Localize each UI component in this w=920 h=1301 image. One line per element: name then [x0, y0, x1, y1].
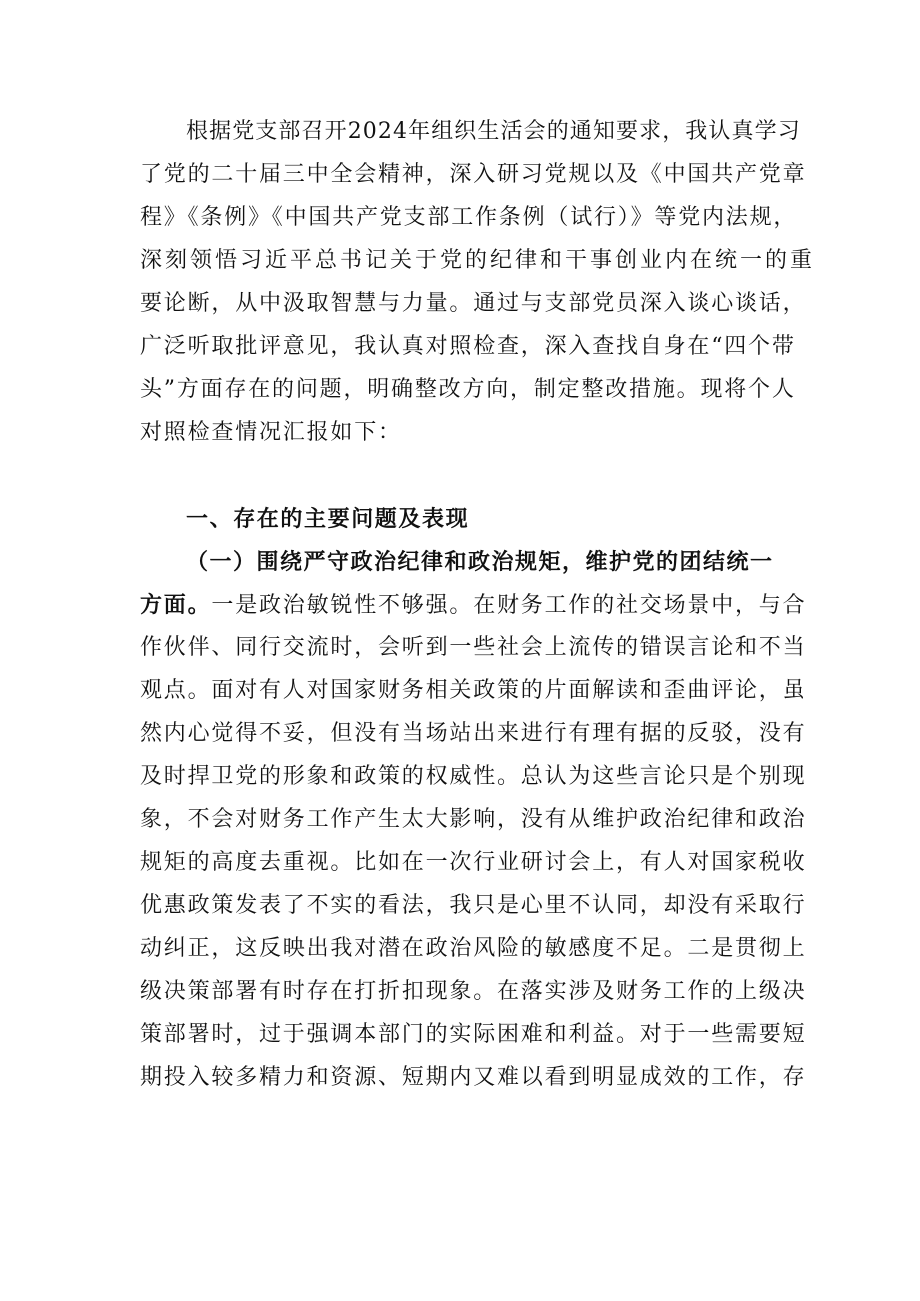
body-line-3: 观点。面对有人对国家财务相关政策的片面解读和歪曲评论，虽 — [140, 678, 807, 703]
body-line-1 — [0, 590, 920, 620]
intro-line-3: 程》《条例》《中国共产党支部工作条例（试行）》等党内法规， — [140, 205, 798, 230]
subsection-heading: （一）围绕严守政治纪律和政治规矩，维护党的团结统一 — [186, 549, 774, 575]
body-line-5: 及时捍卫党的形象和政策的权威性。总认为这些言论只是个别现 — [140, 764, 807, 789]
body-line-10: 级决策部署有时存在打折扣现象。在落实涉及财务工作的上级决 — [140, 979, 807, 1004]
body-line-12: 期投入较多精力和资源、短期内又难以看到明显成效的工作，存 — [140, 1065, 807, 1090]
intro-line-5: 要论断，从中汲取智慧与力量。通过与支部党员深入谈心谈话， — [140, 291, 807, 316]
body-line-1-text: 一是政治敏锐性不够强。在财务工作的社交场景中，与合 — [211, 593, 807, 618]
body-line-7: 规矩的高度去重视。比如在一次行业研讨会上，有人对国家税收 — [140, 850, 807, 875]
intro-line-2: 了党的二十届三中全会精神，深入研习党规以及《中国共产党章 — [140, 162, 807, 187]
subsection-heading-tail: 方面。 — [140, 592, 212, 618]
body-line-8: 优惠政策发表了不实的看法，我只是心里不认同，却没有采取行 — [140, 893, 807, 918]
body-line-6: 象，不会对财务工作产生太大影响，没有从维护政治纪律和政治 — [140, 807, 807, 832]
body-line-11: 策部署时，过于强调本部门的实际困难和利益。对于一些需要短 — [140, 1022, 807, 1047]
intro-line-1: 根据党支部召开2024年组织生活会的通知要求，我认真学习 — [186, 119, 801, 144]
intro-line-6: 广泛听取批评意见，我认真对照检查，深入查找自身在“四个带 — [140, 334, 796, 359]
intro-line-4: 深刻领悟习近平总书记关于党的纪律和干事创业内在统一的重 — [140, 248, 816, 273]
body-line-9: 动纠正，这反映出我对潜在政治风险的敏感度不足。二是贯彻上 — [140, 936, 807, 961]
section-heading: 一、存在的主要问题及表现 — [186, 506, 470, 532]
intro-line-7: 头”方面存在的问题，明确整改方向，制定整改措施。现将个人 — [140, 377, 796, 402]
body-line-4: 然内心觉得不妥，但没有当场站出来进行有理有据的反驳，没有 — [140, 721, 807, 746]
body-line-2: 作伙伴、同行交流时，会听到一些社会上流传的错误言论和不当 — [140, 635, 807, 660]
intro-line-8: 对照检查情况汇报如下： — [140, 420, 402, 445]
